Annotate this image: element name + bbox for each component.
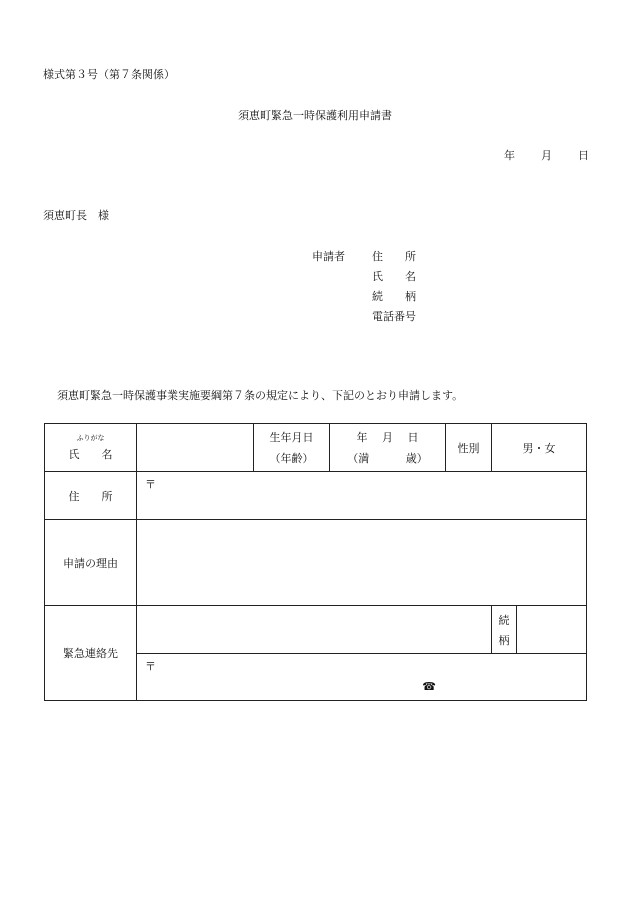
furigana-label: ふりがな [76,434,105,442]
addressee: 須恵町長 様 [43,209,109,222]
gender-input-cell[interactable] [492,424,587,472]
birthdate-label: 生年月日 [269,431,314,444]
emergency-name-input-cell[interactable] [137,606,492,654]
birthdate-header-cell [254,424,330,472]
phone-icon: ☎ [422,680,436,693]
age-label: （年齢） [269,452,314,465]
table-row-address [45,472,587,520]
applicant-relationship-label: 続 柄 [372,290,416,303]
gender-label: 性別 [457,441,480,455]
date-day: 日 [578,149,589,162]
applicant-label: 申請者 [312,250,345,263]
relationship-label-1: 続 [498,613,510,627]
gender-header-cell [446,424,492,472]
table-row-emergency-1 [45,606,587,654]
application-table [44,423,587,701]
applicant-phone-label: 電話番号 [372,310,416,323]
gender-options: 男・女 [522,441,556,455]
age-format: （満 歳） [347,452,428,465]
name-input-cell[interactable] [137,424,254,472]
reason-input-cell[interactable] [137,520,587,606]
reason-header-cell [45,520,137,606]
name-label: 氏 名 [68,448,113,461]
date-line [504,147,589,163]
applicant-address-label: 住 所 [372,250,416,263]
address-label: 住 所 [68,489,113,503]
document-title: 須恵町緊急一時保護利用申請書 [238,109,392,122]
address-header-cell [45,472,137,520]
table-row-reason [45,520,587,606]
address-input-cell[interactable] [137,472,587,520]
emergency-header-cell [45,606,137,701]
birthdate-format: 年 月 日 [356,431,419,444]
table-row-name [45,424,587,472]
birthdate-input-cell[interactable] [330,424,446,472]
reason-label: 申請の理由 [63,556,118,570]
emergency-relationship-header-cell [492,606,517,654]
applicant-name-label: 氏 名 [372,270,416,283]
intro-text: 須恵町緊急一時保護事業実施要綱第７条の規定により、下記のとおり申請します。 [57,389,464,402]
date-month: 月 [541,149,552,162]
name-header-cell [45,424,137,472]
emergency-postal-mark: 〒 [145,660,156,673]
emergency-label: 緊急連絡先 [63,647,118,660]
emergency-address-input-cell[interactable] [137,654,587,701]
date-year: 年 [504,149,515,162]
emergency-relationship-input-cell[interactable] [517,606,587,654]
relationship-label-2: 柄 [498,633,510,647]
postal-mark: 〒 [145,478,156,491]
form-number-label: 様式第３号（第７条関係） [43,68,175,81]
